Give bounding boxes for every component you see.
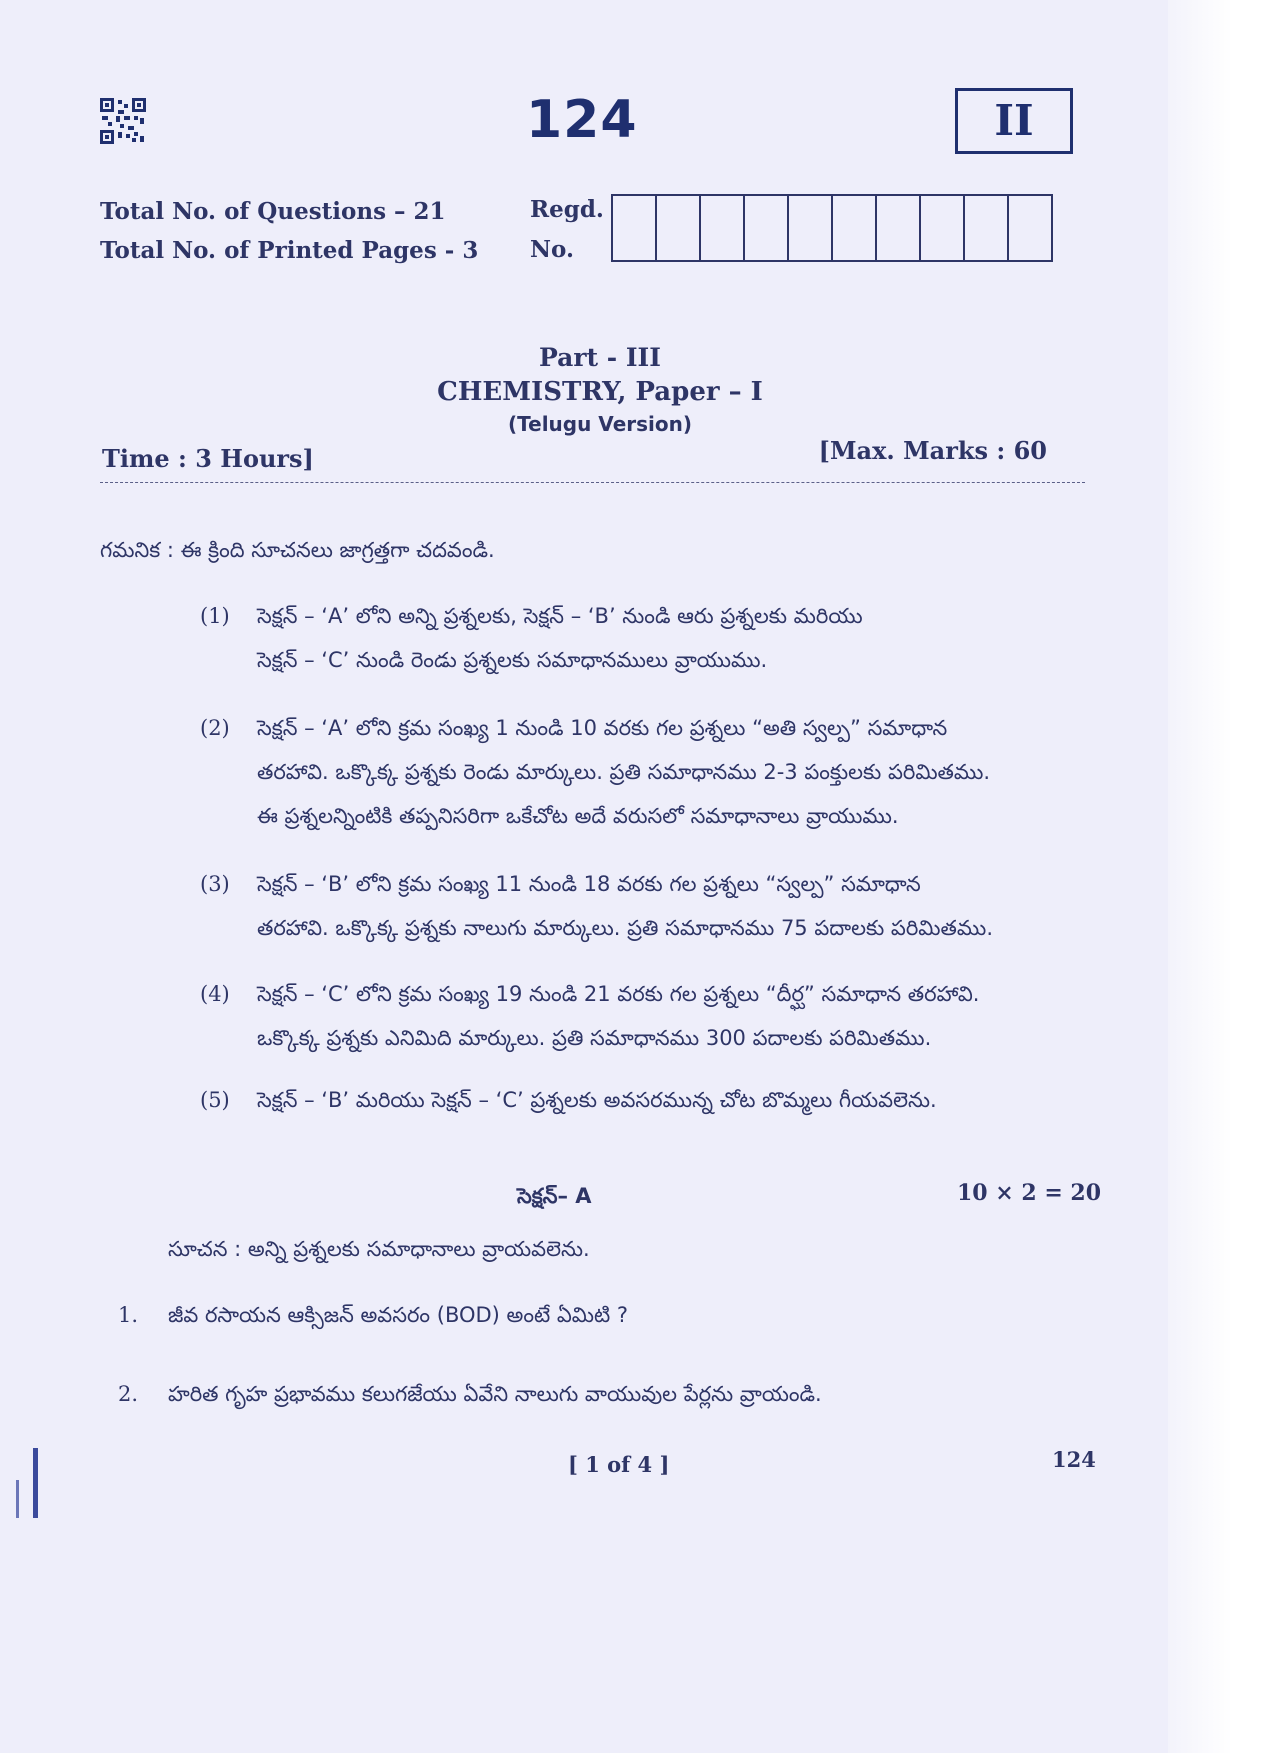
- instruction-item: (1) సెక్షన్ – ‘A’ లోని అన్ని ప్రశ్నలకు, సెక్షన్ – ‘B’ నుండి ఆరు ప్రశ్నలకు మరియు సెక్షన్ – ‘C’ నుండి రెండు ప్రశ్నలకు సమాధానములు వ్రాయుము.: [200, 604, 863, 672]
- regd-digit-box[interactable]: [1009, 196, 1053, 260]
- instruction-item: (5) సెక్షన్ – ‘B’ మరియు సెక్షన్ – ‘C’ ప్రశ్నలకు అవసరమున్న చోట బొమ్మలు గీయవలెను.: [200, 1088, 937, 1112]
- instruction-item: (4) సెక్షన్ – ‘C’ లోని క్రమ సంఖ్య 19 నుండి 21 వరకు గల ప్రశ్నలు “దీర్ఘ” సమాధాన తరహావి. ఒక్కొక్క ప్రశ్నకు ఎనిమిది మార్కులు. ప్రతి సమాధానము 300 పదాలకు పరిమితము.: [200, 982, 980, 1050]
- regd-digit-box[interactable]: [921, 196, 965, 260]
- regd-digit-box[interactable]: [877, 196, 921, 260]
- section-a-heading: సెక్షన్– A: [517, 1184, 592, 1208]
- exam-time: Time : 3 Hours]: [102, 444, 314, 473]
- regd-digit-box[interactable]: [789, 196, 833, 260]
- registration-number-boxes[interactable]: [611, 194, 1053, 262]
- qr-code-icon: [100, 98, 146, 144]
- page-edge-shadow: [1168, 0, 1275, 1753]
- page-number: [ 1 of 4 ]: [568, 1452, 670, 1477]
- regd-digit-box[interactable]: [965, 196, 1009, 260]
- max-marks: [Max. Marks : 60: [818, 436, 1047, 465]
- total-pages: Total No. of Printed Pages - 3: [100, 237, 479, 264]
- regd-no-label: No.: [530, 236, 574, 263]
- subject-title: CHEMISTRY, Paper – I: [437, 377, 763, 407]
- header-divider: [100, 482, 1085, 483]
- regd-digit-box[interactable]: [657, 196, 701, 260]
- total-questions: Total No. of Questions – 21: [100, 198, 446, 225]
- instruction-item: (3) సెక్షన్ – ‘B’ లోని క్రమ సంఖ్య 11 నుండి 18 వరకు గల ప్రశ్నలు “స్వల్ప” సమాధాన తరహావి. ఒక్కొక్క ప్రశ్నకు నాలుగు మార్కులు. ప్రతి సమాధానము 75 పదాలకు పరిమితము.: [200, 872, 994, 940]
- regd-digit-box[interactable]: [613, 196, 657, 260]
- regd-digit-box[interactable]: [833, 196, 877, 260]
- regd-label: Regd.: [530, 196, 604, 223]
- section-a-hint: సూచన : అన్ని ప్రశ్నలకు సమాధానాలు వ్రాయవలెను.: [168, 1237, 590, 1261]
- section-a-marks: 10 × 2 = 20: [957, 1180, 1102, 1206]
- regd-digit-box[interactable]: [745, 196, 789, 260]
- part-title: Part - III: [539, 343, 661, 372]
- question-item: 2. హరిత గృహ ప్రభావము కలుగజేయు ఏవేని నాలుగు వాయువుల పేర్లను వ్రాయండి.: [118, 1382, 822, 1406]
- regd-digit-box[interactable]: [701, 196, 745, 260]
- version-title: (Telugu Version): [508, 412, 692, 436]
- instructions-heading: గమనిక : ఈ క్రింది సూచనలు జాగ్రత్తగా చదవండి.: [100, 538, 495, 562]
- margin-mark: [16, 1480, 19, 1518]
- question-item: 1. జీవ రసాయన ఆక్సిజన్ అవసరం (BOD) అంటే ఏమిటి ?: [118, 1303, 629, 1327]
- paper-code: 124: [526, 90, 638, 150]
- set-label-box: II: [955, 88, 1073, 154]
- instruction-item: (2) సెక్షన్ – ‘A’ లోని క్రమ సంఖ్య 1 నుండి 10 వరకు గల ప్రశ్నలు “అతి స్వల్ప” సమాధాన తరహావి. ఒక్కొక్క ప్రశ్నకు రెండు మార్కులు. ప్రతి సమాధానము 2-3 పంక్తులకు పరిమితము. ఈ ప్రశ్నలన్నింటికి తప్పనిసరిగా ఒకేచోట అదే వరుసలో సమాధానాలు వ్రాయుము.: [200, 716, 991, 828]
- footer-paper-code: 124: [1052, 1447, 1096, 1472]
- margin-mark: [33, 1448, 38, 1518]
